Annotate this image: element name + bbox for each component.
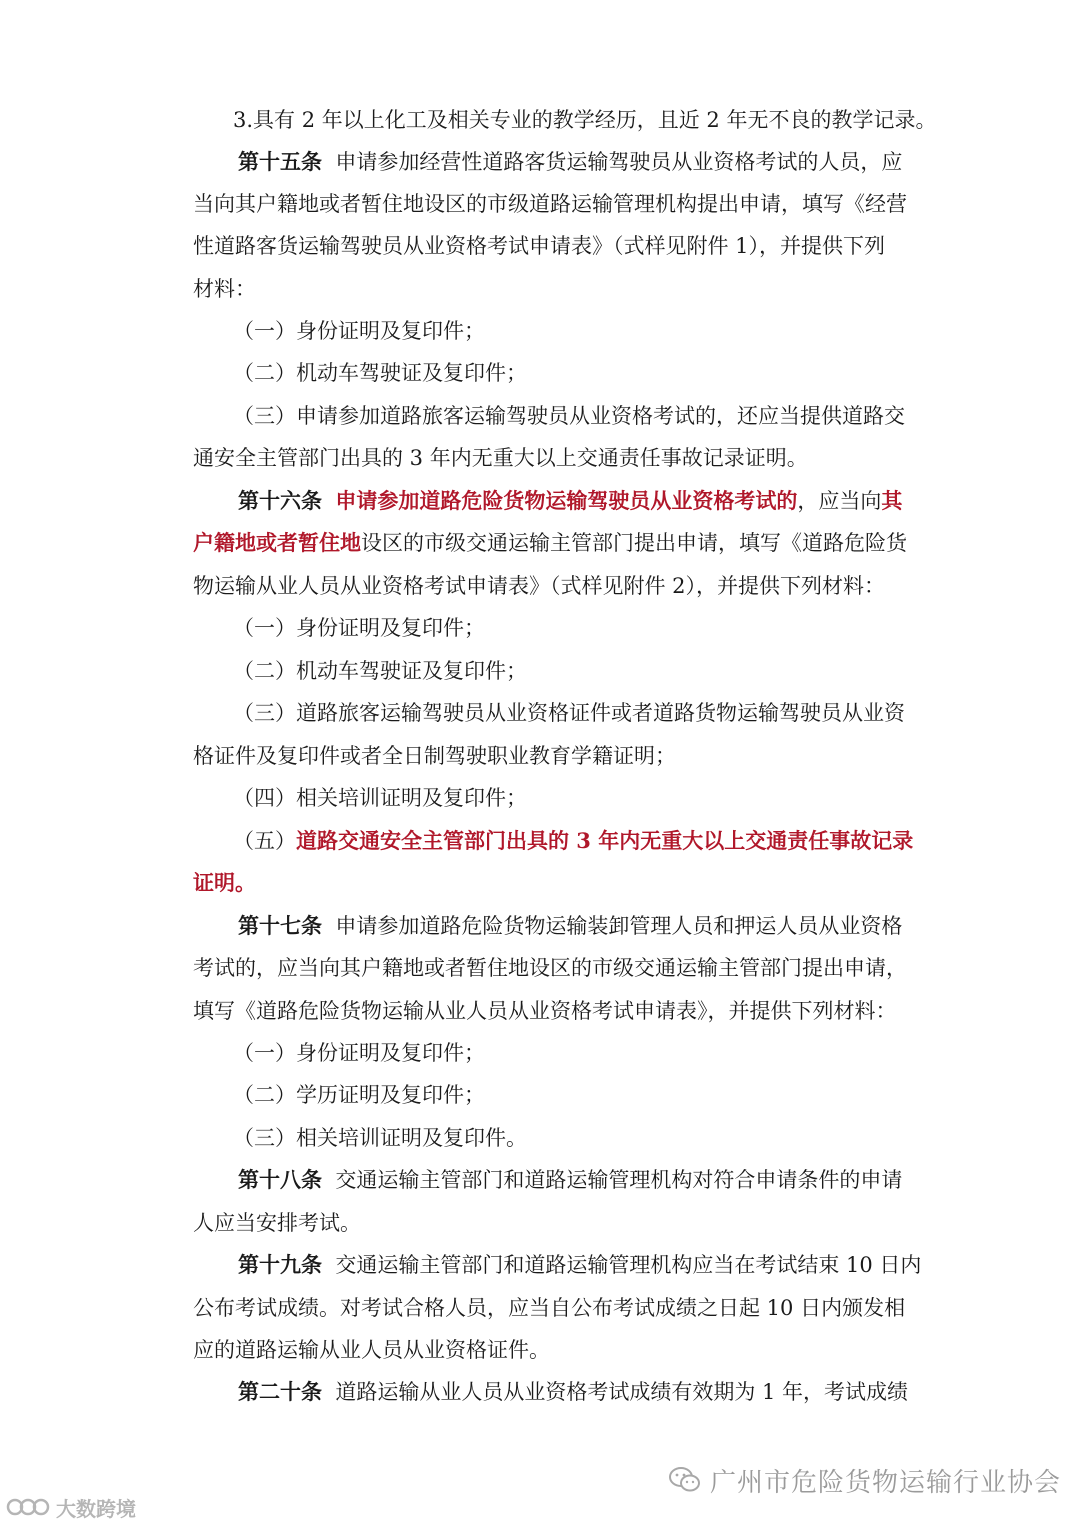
text-line (0, 438, 1080, 478)
text-segment: （一）身份证明及复印件； (233, 319, 485, 343)
text-segment: 物运输从业人员从业资格考试申请表》（式样见附件 2），并提供下列材料： (193, 574, 886, 598)
text-line (0, 142, 1080, 182)
wechat-icon (668, 1465, 702, 1495)
text-line (0, 1288, 1080, 1328)
text-segment: 设区的市级交通运输主管部门提出申请，填写《道路危险货 (361, 531, 907, 555)
text-line (0, 481, 1080, 521)
highlighted-text: 道路交通安全主管部门出具的 3 年内无重大以上交通责任事故记录 (296, 828, 914, 853)
text-line (0, 778, 1080, 818)
text-line (0, 566, 1080, 606)
text-segment: （一）身份证明及复印件； (233, 616, 485, 640)
text-segment: （二）机动车驾驶证及复印件； (233, 361, 527, 385)
article-number: 第十九条 (238, 1252, 322, 1277)
text-segment: （二）学历证明及复印件； (233, 1083, 485, 1107)
text-line (0, 100, 1080, 140)
text-segment: 填写《道路危险货物运输从业人员从业资格考试申请表》，并提供下列材料： (193, 999, 897, 1023)
text-segment: （四）相关培训证明及复印件； (233, 786, 527, 810)
article-number: 第十六条 (238, 488, 322, 513)
text-segment: 应的道路运输从业人员从业资格证件。 (193, 1338, 550, 1362)
text-segment: 交通运输主管部门和道路运输管理机构应当在考试结束 10 日内 (322, 1253, 922, 1277)
text-line (0, 991, 1080, 1031)
logo-mark-icon (6, 1494, 52, 1520)
text-line (0, 608, 1080, 648)
text-line (0, 651, 1080, 691)
text-line (0, 1245, 1080, 1285)
text-segment: （三）道路旅客运输驾驶员从业资格证件或者道路货物运输驾驶员从业资 (233, 701, 905, 725)
text-segment: 人应当安排考试。 (193, 1211, 361, 1235)
text-segment: 通安全主管部门出具的 3 年内无重大以上交通责任事故记录证明。 (193, 446, 808, 470)
text-line (0, 311, 1080, 351)
text-segment: （三）相关培训证明及复印件。 (233, 1126, 527, 1150)
text-segment: （五） (233, 829, 296, 853)
text-line (0, 396, 1080, 436)
article-number: 第十五条 (238, 149, 322, 174)
text-segment: 申请参加道路危险货物运输装卸管理人员和押运人员从业资格 (322, 914, 903, 938)
text-segment (322, 489, 335, 513)
text-line (0, 1118, 1080, 1158)
text-line (0, 1075, 1080, 1115)
text-line (0, 226, 1080, 266)
source-logo (6, 1492, 136, 1522)
text-segment: （二）机动车驾驶证及复印件； (233, 659, 527, 683)
text-line (0, 1330, 1080, 1370)
text-segment: 考试的，应当向其户籍地或者暂住地设区的市级交通运输主管部门提出申请， (193, 956, 907, 980)
text-segment: （三）申请参加道路旅客运输驾驶员从业资格考试的，还应当提供道路交 (233, 404, 905, 428)
text-segment: 当向其户籍地或者暂住地设区的市级道路运输管理机构提出申请，填写《经营 (193, 192, 907, 216)
watermark (668, 1460, 1061, 1500)
text-line (0, 184, 1080, 224)
text-segment: 3.具有 2 年以上化工及相关专业的教学经历，且近 2 年无不良的教学记录。 (233, 108, 937, 132)
text-line (0, 1033, 1080, 1073)
text-segment: 性道路客货运输驾驶员从业资格考试申请表》（式样见附件 1），并提供下列 (193, 234, 886, 258)
text-line (0, 523, 1080, 563)
highlighted-text: 户籍地或者暂住地 (193, 530, 361, 555)
text-line (0, 1160, 1080, 1200)
highlighted-text: 申请参加道路危险货物运输驾驶员从业资格考试的 (335, 488, 798, 513)
text-segment: 交通运输主管部门和道路运输管理机构对符合申请条件的申请 (322, 1168, 903, 1192)
text-line (0, 269, 1080, 309)
text-line (0, 1372, 1080, 1412)
text-line (0, 693, 1080, 733)
text-segment: 公布考试成绩。对考试合格人员，应当自公布考试成绩之日起 10 日内颁发相 (193, 1296, 906, 1320)
text-line (0, 1203, 1080, 1243)
text-line (0, 353, 1080, 393)
text-line (0, 736, 1080, 776)
highlighted-text: 证明。 (193, 870, 256, 895)
article-number: 第十七条 (238, 913, 322, 938)
article-number: 第十八条 (238, 1167, 322, 1192)
watermark-text: 广州市危险货物运输行业协会 (710, 1466, 1062, 1497)
logo-text: 大数跨境 (56, 1498, 136, 1521)
highlighted-text: 其 (881, 488, 903, 513)
text-segment: ，应当向 (797, 489, 882, 513)
text-line (0, 948, 1080, 988)
text-line (0, 906, 1080, 946)
article-number: 第二十条 (238, 1379, 322, 1404)
text-line (0, 863, 1080, 903)
text-segment: 道路运输从业人员从业资格考试成绩有效期为 1 年，考试成绩 (322, 1380, 909, 1404)
text-line (0, 821, 1080, 861)
text-segment: 材料： (193, 277, 256, 301)
text-segment: 申请参加经营性道路客货运输驾驶员从业资格考试的人员，应 (322, 150, 903, 174)
text-segment: （一）身份证明及复印件； (233, 1041, 485, 1065)
text-segment: 格证件及复印件或者全日制驾驶职业教育学籍证明； (193, 744, 676, 768)
